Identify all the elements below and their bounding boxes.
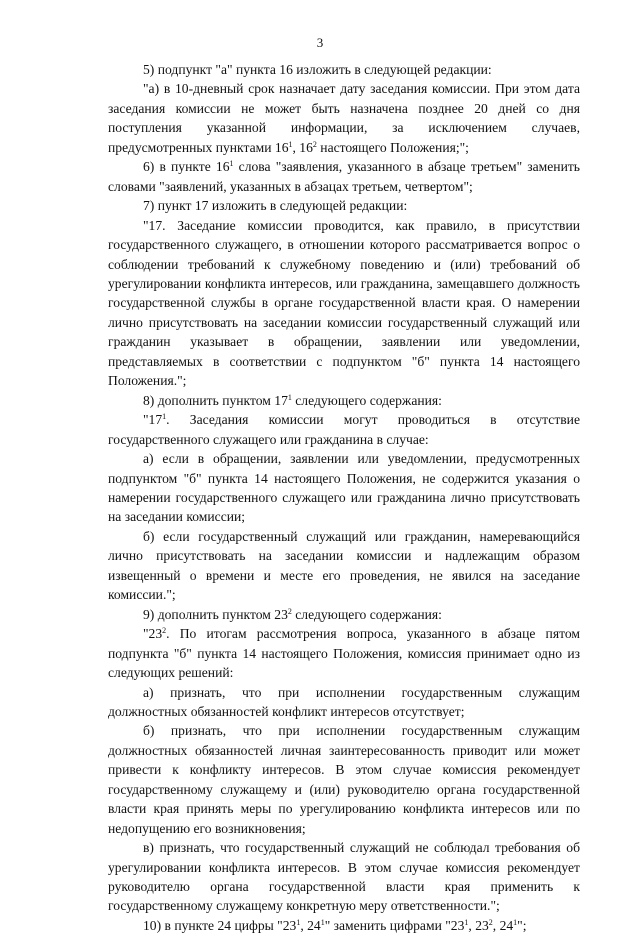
- text-run: слова "заявления, указанного в абзаце третьем" заменить словами "заявлений, указанных в абзацах третьем, четвертом";: [108, 159, 580, 194]
- text-run: "17: [143, 412, 163, 428]
- text-run: " заменить цифрами "23: [324, 917, 465, 933]
- paragraph: [108, 60, 580, 79]
- text-run: следующего содержания:: [291, 392, 442, 408]
- text-run: а) если в обращении, заявлении или уведомлении, предусмотренных подпунктом "б" пункта 14 настоящего Положения, не содержится указания о намерении государственного служащего или гражданина лично присутствовать на заседании комиссии;: [108, 451, 580, 525]
- superscript-index: 2: [162, 626, 167, 636]
- paragraph: [108, 391, 580, 410]
- superscript-index: 1: [320, 917, 325, 927]
- text-run: а) признать, что при исполнении государственным служащим должностных обязанностей конфликт интересов отсутствует;: [108, 684, 580, 719]
- superscript-index: 2: [287, 606, 292, 616]
- text-run: ";: [517, 917, 527, 933]
- text-run: , 24: [492, 917, 514, 933]
- paragraph: [108, 449, 580, 527]
- text-run: , 23: [468, 917, 489, 933]
- paragraph: [108, 838, 580, 916]
- superscript-index: 1: [162, 412, 167, 422]
- superscript-index: 1: [513, 917, 518, 927]
- text-run: 5) подпункт "а" пункта 16 изложить в следующей редакции:: [143, 62, 492, 77]
- superscript-index: 1: [296, 917, 301, 927]
- page-number: 3: [316, 35, 324, 50]
- superscript-index: 1: [287, 392, 292, 402]
- paragraph: [108, 721, 580, 838]
- superscript-index: 2: [312, 139, 317, 149]
- superscript-index: 2: [488, 917, 493, 927]
- paragraph: [108, 527, 580, 605]
- paragraph: [108, 683, 580, 722]
- paragraph: [108, 624, 580, 682]
- document-body: [108, 60, 580, 935]
- paragraph: [108, 216, 580, 391]
- paragraph: [108, 605, 580, 624]
- paragraph: [108, 410, 580, 449]
- paragraph: [108, 157, 580, 196]
- text-run: настоящего Положения;";: [316, 139, 469, 155]
- text-run: "23: [143, 626, 163, 642]
- text-run: б) если государственный служащий или гражданин, намеревающийся лично присутствовать на заседании комиссии и надлежащим образом извещенный о времени и месте его проведения, не явился на заседание комиссии.";: [108, 528, 580, 603]
- superscript-index: 1: [229, 159, 234, 169]
- text-run: , 16: [292, 139, 313, 155]
- text-run: б) признать, что при исполнении государственным служащим должностных обязанностей личная заинтересованность приводит или может привести к конфликту интересов. В этом случае комиссия рекомендует государственному служащему и (или) руководителю органа государственной власти края принять меры по урегулированию конфликта интересов или по недопущению его возникновения;: [108, 723, 580, 836]
- text-run: 7) пункт 17 изложить в следующей редакции:: [143, 198, 408, 214]
- paragraph: [108, 916, 580, 935]
- text-run: . По итогам рассмотрения вопроса, указанного в абзаце пятом подпункта "б" пункта 14 настоящего Положения, комиссия принимает одно из следующих решений:: [108, 626, 580, 681]
- text-run: 9) дополнить пунктом 23: [143, 606, 288, 622]
- text-run: 8) дополнить пунктом 17: [143, 392, 288, 408]
- paragraph: [108, 196, 580, 215]
- superscript-index: 1: [288, 139, 293, 149]
- text-run: "17. Заседание комиссии проводится, как правило, в присутствии государственного служащего, в отношении которого рассматривается вопрос о соблюдении требований к служебному поведению и (или) требований об урегулировании конфликта интересов, или гражданина, замещавшего должность государственной службы в органе государственной власти края. О намерении лично присутствовать на заседании комиссии государственный служащий или гражданин указывает в обращении, заявлении или уведомлении, представляемых в соответствии с подпунктом "б" пункта 14 настоящего Положения.";: [108, 217, 580, 389]
- text-run: . Заседания комиссии могут проводиться в отсутствие государственного служащего или гражданина в случае:: [108, 412, 580, 447]
- text-run: 10) в пункте 24 цифры "23: [143, 917, 297, 933]
- text-run: следующего содержания:: [291, 606, 442, 622]
- text-run: , 24: [300, 917, 321, 933]
- superscript-index: 1: [464, 917, 469, 927]
- paragraph: [108, 79, 580, 157]
- text-run: "а) в 10-дневный срок назначает дату заседания комиссии. При этом дата заседания комиссии не может быть назначена позднее 20 дней со дня поступления указанной информации, за исключением случаев, предусмотренных пунктами 16: [108, 81, 580, 155]
- text-run: 6) в пункте 16: [143, 159, 230, 175]
- text-run: в) признать, что государственный служащий не соблюдал требования об урегулировании конфликта интересов. В этом случае комиссия рекомендует руководителю органа государственной власти края применить к государственному служащему конкретную меру ответственности.";: [108, 840, 580, 914]
